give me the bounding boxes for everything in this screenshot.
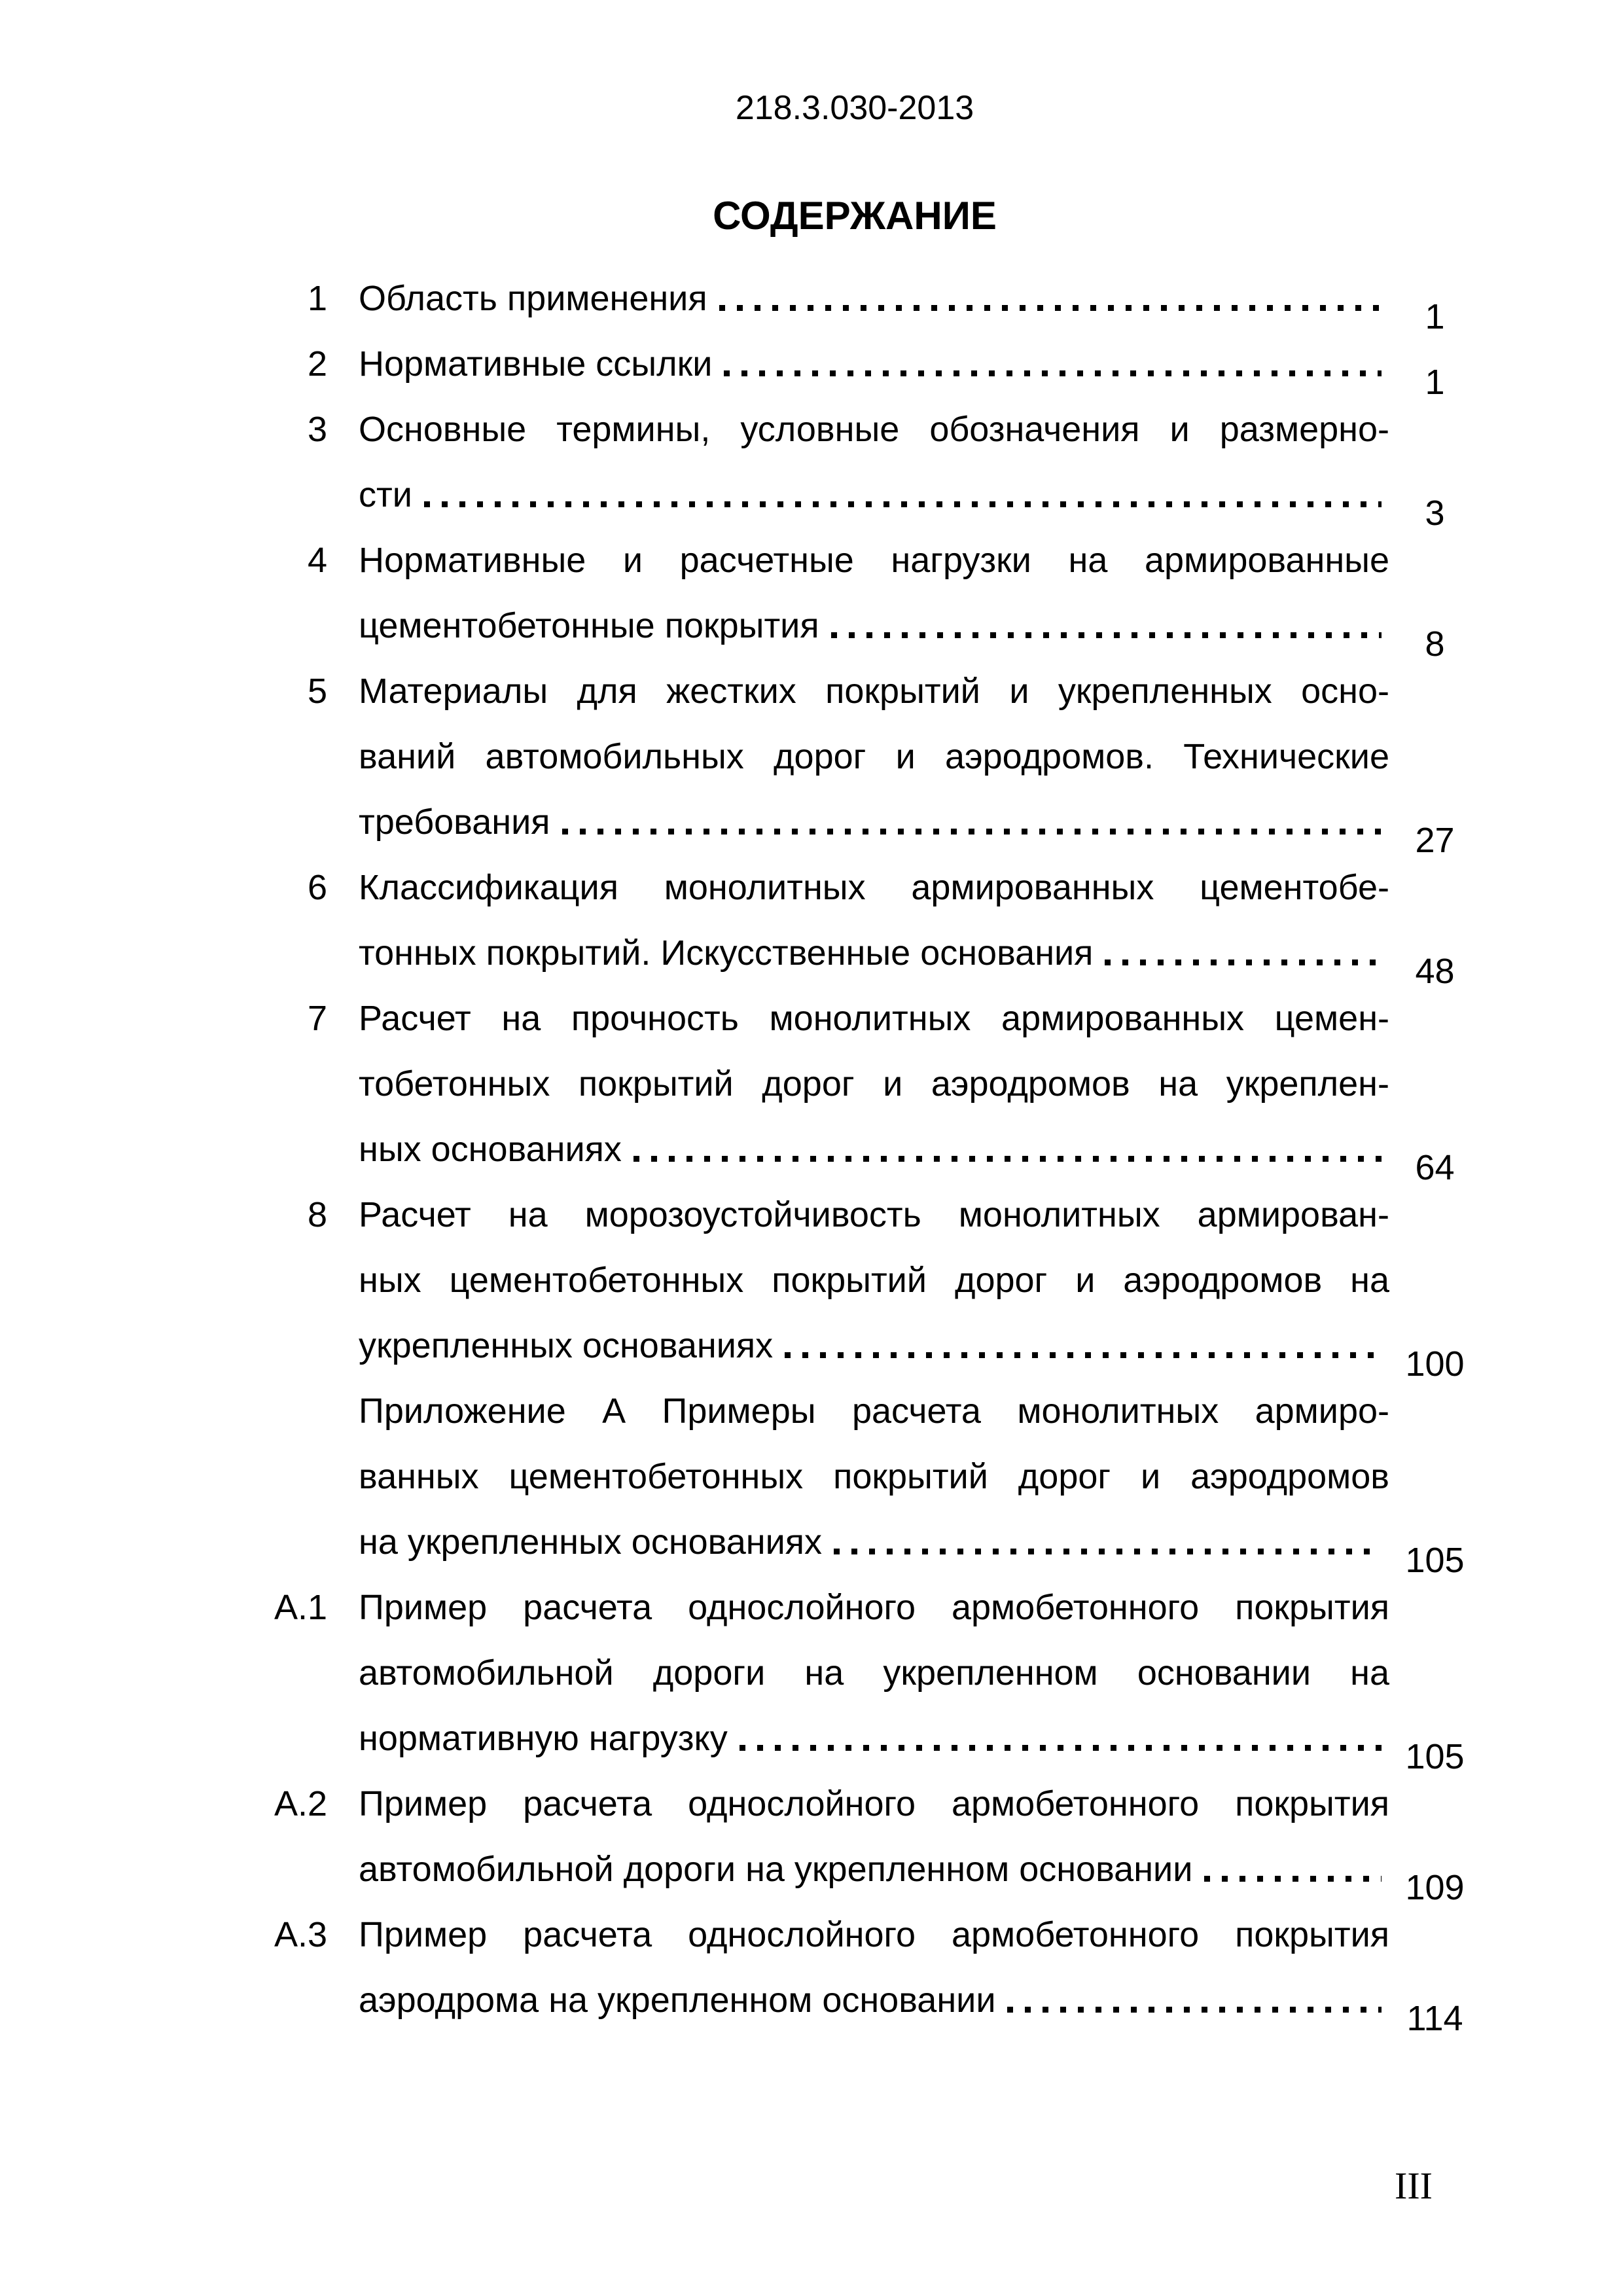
toc-entry-body (359, 1378, 1389, 1575)
toc-entry-number: А.2 (274, 1784, 327, 1823)
toc-entry-text-line (359, 1837, 1389, 1902)
toc-entry-page-number: 8 (1425, 624, 1445, 664)
toc-entry-number: 7 (307, 999, 327, 1038)
dot-leader (1007, 2007, 1382, 2013)
toc-entry-number: 2 (307, 344, 327, 384)
toc-entry-text: Область применения (359, 279, 707, 318)
dot-leader (1204, 1876, 1382, 1882)
toc-entry-text: Нормативные ссылки (359, 344, 713, 384)
toc-entry-text-line (359, 1509, 1389, 1575)
toc-entry-page-number: 3 (1425, 493, 1445, 533)
toc-entry-number: 5 (307, 672, 327, 711)
toc-entry-body (359, 1182, 1389, 1378)
toc-entry (229, 266, 1480, 336)
toc-entry-page-number: 105 (1405, 1737, 1465, 1776)
toc-entry-page-number: 105 (1405, 1541, 1465, 1580)
toc-entry-text-line: Расчет на морозоустойчивость монолитных армирован- (359, 1195, 1389, 1234)
toc-entry-number: А.3 (274, 1915, 327, 1954)
toc-entry-text-line (359, 920, 1389, 986)
dot-leader (719, 305, 1382, 311)
toc-entry-text-line: Классификация монолитных армированных цементобе- (359, 868, 1389, 907)
toc-entry-text: автомобильной дороги на укрепленном основании (359, 1850, 1193, 1889)
toc-entry-page-number: 100 (1405, 1344, 1465, 1384)
toc-entry-page-number: 1 (1425, 297, 1445, 336)
toc-entry-text-line: ванных цементобетонных покрытий дорог и аэродромов (359, 1457, 1389, 1496)
toc-entry-page-number: 114 (1406, 1999, 1463, 2038)
toc-entry-page-number: 109 (1405, 1868, 1465, 1907)
page-number-footer: III (1395, 2164, 1433, 2207)
toc-entry-number: 3 (307, 410, 327, 449)
toc-entry-text-line (359, 1117, 1389, 1182)
toc-entry-text-line: Нормативные и расчетные нагрузки на армированные (359, 541, 1389, 580)
toc-entry (229, 986, 1480, 1187)
document-code: 218.3.030-2013 (735, 89, 974, 127)
toc-entry-text-line (359, 1706, 1389, 1771)
table-of-contents (229, 266, 1480, 2038)
toc-entry-text-line: Пример расчета однослойного армобетонного покрытия (359, 1915, 1389, 1954)
dot-leader (424, 501, 1382, 507)
toc-entry-body (359, 397, 1389, 528)
page-title: СОДЕРЖАНИЕ (713, 194, 997, 238)
toc-entry-page-number: 1 (1425, 363, 1445, 402)
toc-entry-number: 4 (307, 541, 327, 580)
toc-entry-text-line: ваний автомобильных дорог и аэродромов. Технические (359, 737, 1389, 776)
toc-entry (229, 1182, 1480, 1384)
toc-entry-page-number: 64 (1415, 1148, 1455, 1187)
toc-entry-number: А.1 (274, 1588, 327, 1627)
toc-entry-text-line (359, 331, 1389, 397)
toc-entry-body (359, 1902, 1389, 2033)
toc-entry-text-line: Приложение А Примеры расчета монолитных армиро- (359, 1391, 1389, 1431)
toc-entry (229, 397, 1480, 533)
toc-entry-text-line: Материалы для жестких покрытий и укрепленных осно- (359, 672, 1389, 711)
dot-leader (562, 829, 1382, 834)
toc-entry (229, 1575, 1480, 1776)
toc-entry-number: 1 (307, 279, 327, 318)
toc-entry-body (359, 528, 1389, 658)
dot-leader (633, 1156, 1382, 1162)
toc-entry-body (359, 986, 1389, 1182)
toc-entry-body (359, 331, 1389, 397)
toc-entry-body (359, 1575, 1389, 1771)
toc-entry (229, 1378, 1480, 1580)
toc-entry-body (359, 658, 1389, 855)
toc-entry-text: аэродрома на укрепленном основании (359, 1981, 996, 2020)
toc-entry-text: на укрепленных основаниях (359, 1522, 823, 1562)
toc-entry-text-line (359, 789, 1389, 855)
toc-entry-text-line: тобетонных покрытий дорог и аэродромов на укреплен- (359, 1064, 1389, 1103)
toc-entry-body (359, 855, 1389, 986)
toc-entry-text-line (359, 462, 1389, 528)
toc-entry-text: укрепленных основаниях (359, 1326, 774, 1365)
dot-leader (834, 1549, 1382, 1554)
toc-entry-text: тонных покрытий. Искусственные основания (359, 933, 1094, 973)
toc-entry (229, 855, 1480, 991)
toc-entry-text-line: Пример расчета однослойного армобетонного покрытия (359, 1588, 1389, 1627)
toc-entry-text-line (359, 1313, 1389, 1378)
dot-leader (724, 370, 1382, 376)
dot-leader (1105, 960, 1382, 965)
dot-leader (740, 1745, 1382, 1751)
toc-entry-text-line: Расчет на прочность монолитных армированных цемен- (359, 999, 1389, 1038)
toc-entry-text: сти (359, 475, 412, 514)
toc-entry-body (359, 1771, 1389, 1902)
toc-entry-text: ных основаниях (359, 1130, 622, 1169)
toc-entry-text-line: автомобильной дороги на укрепленном основании на (359, 1653, 1389, 1693)
dot-leader (785, 1352, 1382, 1358)
toc-entry (229, 528, 1480, 664)
toc-entry-number: 6 (307, 868, 327, 907)
toc-entry-text-line (359, 593, 1389, 658)
toc-entry-text-line: Основные термины, условные обозначения и размерно- (359, 410, 1389, 449)
toc-entry-text-line (359, 266, 1389, 331)
toc-entry-body (359, 266, 1389, 331)
toc-entry-text-line (359, 1967, 1389, 2033)
toc-entry-text: нормативную нагрузку (359, 1719, 728, 1758)
dot-leader (831, 632, 1382, 638)
toc-entry-text-line: ных цементобетонных покрытий дорог и аэродромов на (359, 1261, 1389, 1300)
toc-entry-text: требования (359, 802, 550, 842)
toc-entry-page-number: 48 (1415, 952, 1455, 991)
toc-entry-text: цементобетонные покрытия (359, 606, 819, 645)
toc-entry (229, 1771, 1480, 1907)
toc-entry (229, 331, 1480, 402)
toc-entry (229, 658, 1480, 860)
toc-entry-page-number: 27 (1415, 821, 1455, 860)
toc-entry-text-line: Пример расчета однослойного армобетонного покрытия (359, 1784, 1389, 1823)
toc-entry-number: 8 (307, 1195, 327, 1234)
toc-entry (229, 1902, 1480, 2038)
